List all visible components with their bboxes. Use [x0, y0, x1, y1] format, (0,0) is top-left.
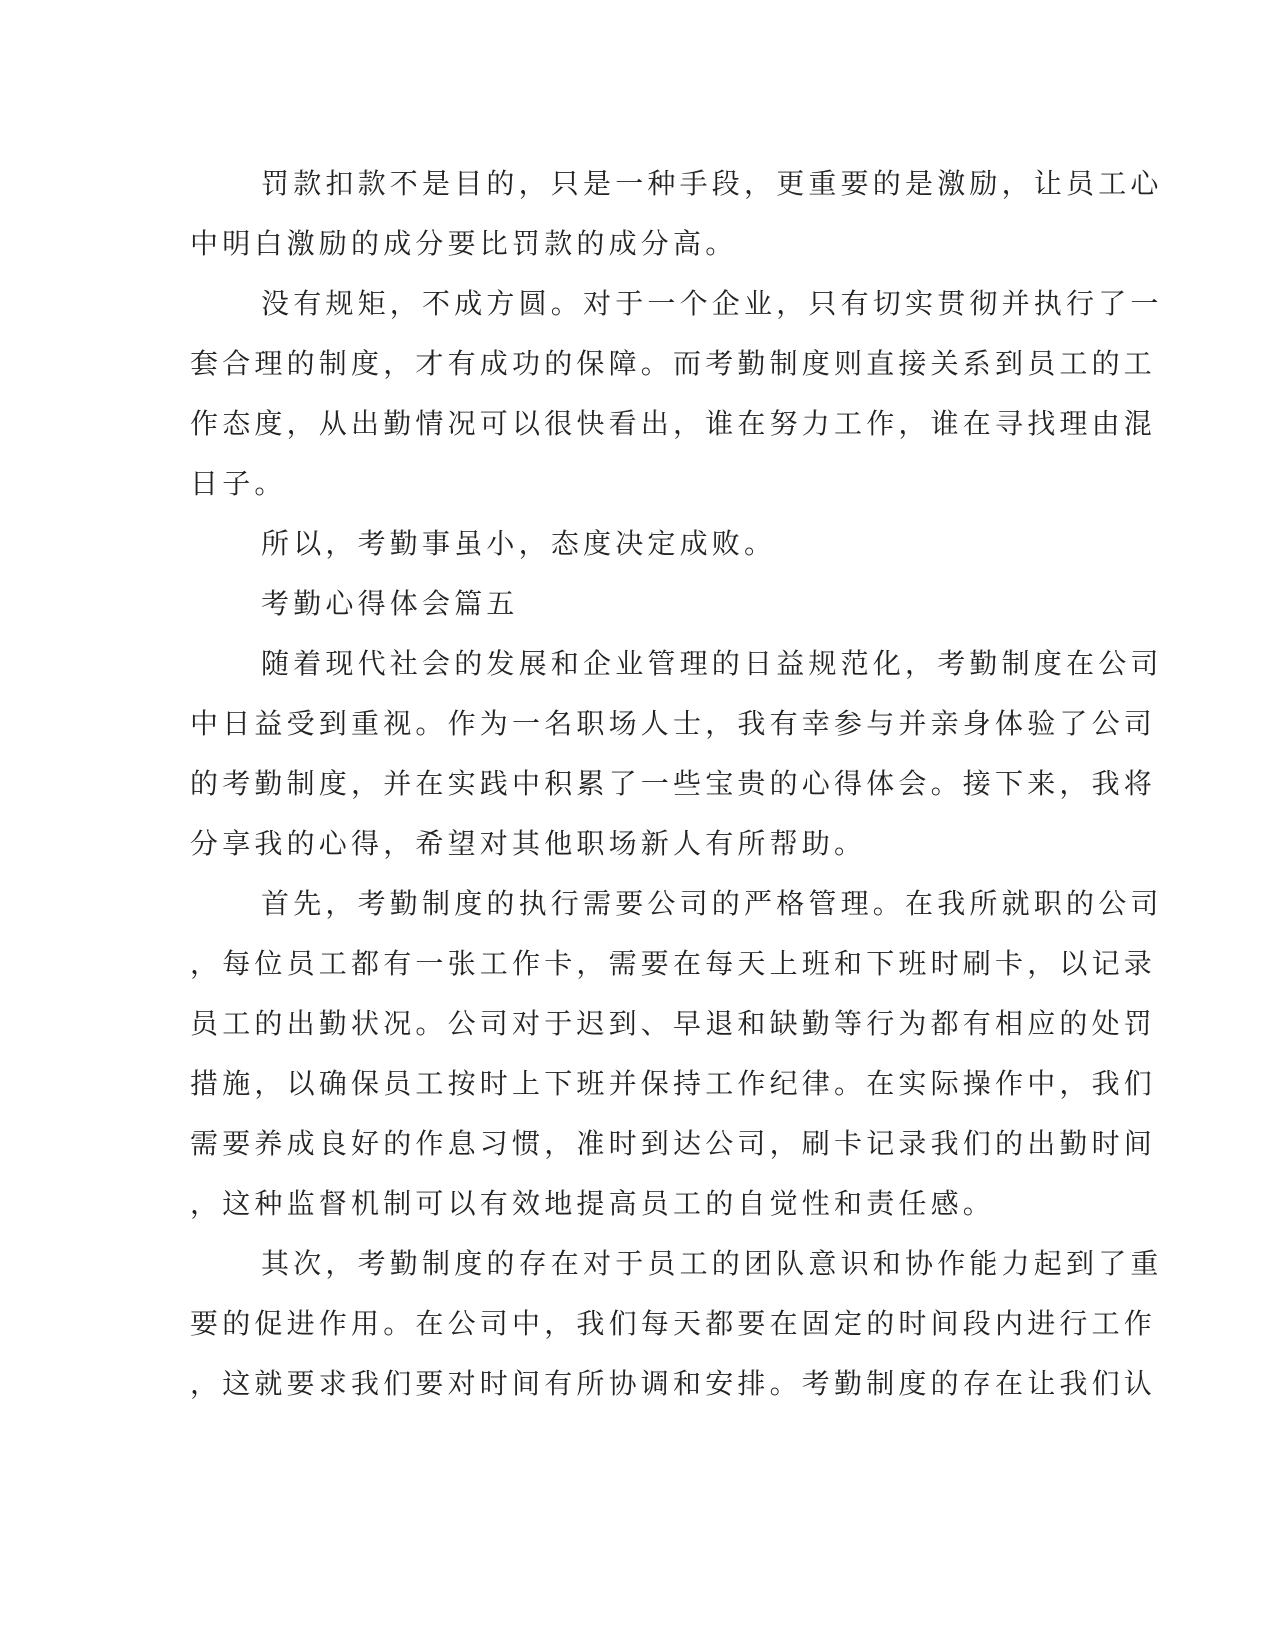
paragraph-line: ，每位员工都有一张工作卡，需要在每天上班和下班时刷卡，以记录	[190, 947, 1157, 980]
paragraph-line: 其次，考勤制度的存在对于员工的团队意识和协作能力起到了重	[261, 1247, 1163, 1280]
paragraph-line: 随着现代社会的发展和企业管理的日益规范化，考勤制度在公司	[261, 647, 1163, 680]
paragraph-line: 套合理的制度，才有成功的保障。而考勤制度则直接关系到员工的工	[190, 347, 1157, 380]
paragraph-line: 需要养成良好的作息习惯，准时到达公司，刷卡记录我们的出勤时间	[190, 1127, 1157, 1160]
paragraph-line: 分享我的心得，希望对其他职场新人有所帮助。	[190, 827, 867, 860]
paragraph-line: 日子。	[190, 467, 287, 500]
paragraph-line: ，这种监督机制可以有效地提高员工的自觉性和责任感。	[190, 1187, 996, 1220]
paragraph-line: 罚款扣款不是目的，只是一种手段，更重要的是激励，让员工心	[261, 167, 1163, 200]
paragraph-line: 要的促进作用。在公司中，我们每天都要在固定的时间段内进行工作	[190, 1307, 1157, 1340]
paragraph-line: 作态度，从出勤情况可以很快看出，谁在努力工作，谁在寻找理由混	[190, 407, 1157, 440]
paragraph-line: 所以，考勤事虽小，态度决定成败。	[261, 527, 777, 560]
paragraph-line: 的考勤制度，并在实践中积累了一些宝贵的心得体会。接下来，我将	[190, 767, 1157, 800]
paragraph-line: 措施，以确保员工按时上下班并保持工作纪律。在实际操作中，我们	[190, 1067, 1157, 1100]
paragraph-line: 没有规矩，不成方圆。对于一个企业，只有切实贯彻并执行了一	[261, 287, 1163, 320]
paragraph-line: ，这就要求我们要对时间有所协调和安排。考勤制度的存在让我们认	[190, 1367, 1157, 1400]
section-heading: 考勤心得体会篇五	[261, 587, 519, 620]
paragraph-line: 中明白激励的成分要比罚款的成分高。	[190, 227, 738, 260]
paragraph-line: 中日益受到重视。作为一名职场人士，我有幸参与并亲身体验了公司	[190, 707, 1157, 740]
document-body	[190, 154, 1163, 1414]
paragraph-line: 员工的出勤状况。公司对于迟到、早退和缺勤等行为都有相应的处罚	[190, 1007, 1157, 1040]
paragraph-line: 首先，考勤制度的执行需要公司的严格管理。在我所就职的公司	[261, 887, 1163, 920]
